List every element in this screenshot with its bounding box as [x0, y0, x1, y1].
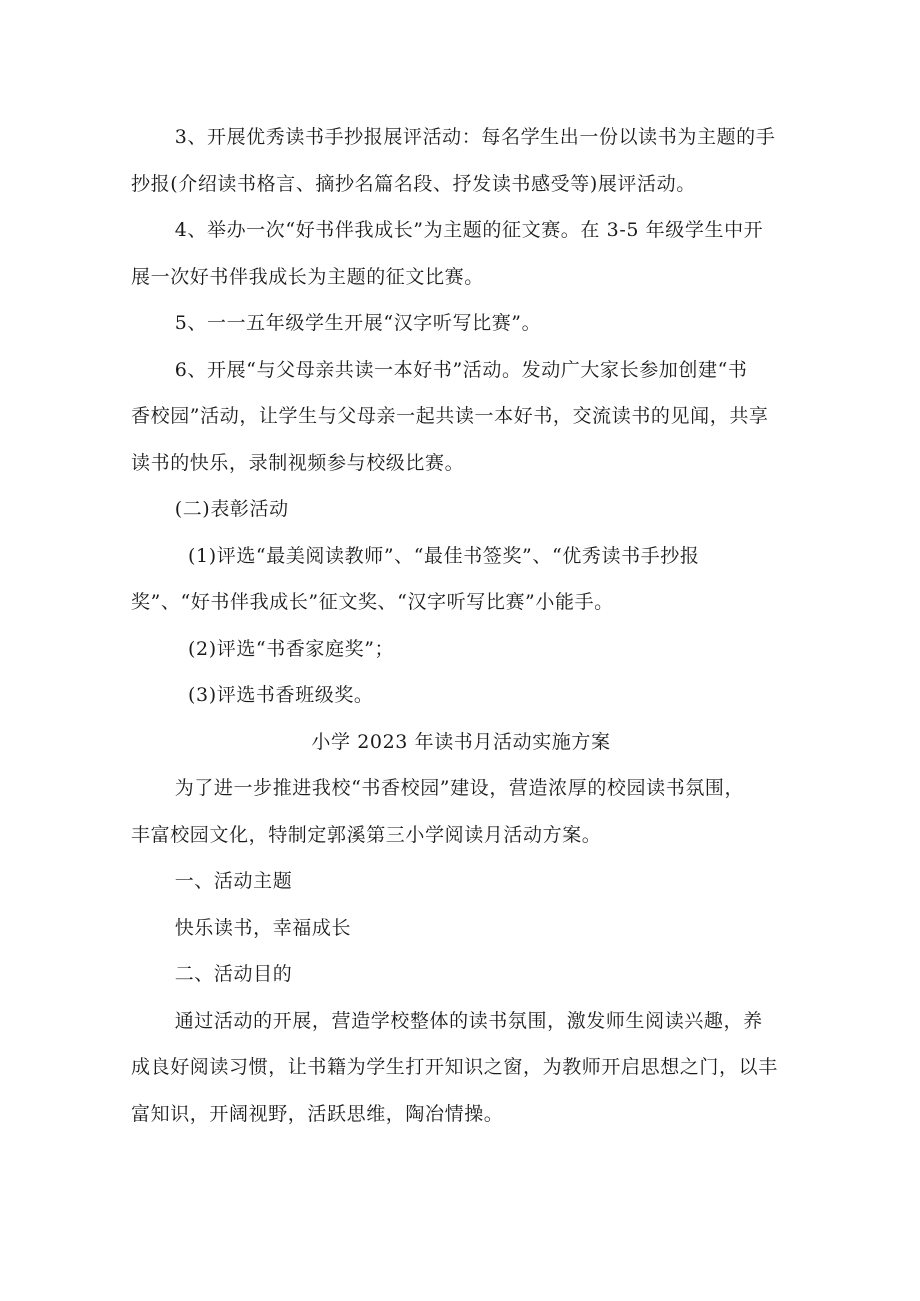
paragraph-award-3 — [131, 672, 791, 719]
paragraph-item-3 — [131, 114, 791, 207]
text-line: 奖”、“好书伴我成长”征文奖、“汉字听写比赛”小能手。 — [131, 591, 614, 613]
paragraph-item-4 — [131, 207, 791, 300]
text-line: 4、举办一次“好书伴我成长”为主题的征文赛。在 3-5 年级学生中开 — [174, 219, 764, 241]
paragraph-award-2 — [131, 626, 791, 673]
text-line: (2)评选“书香家庭奖”； — [188, 637, 395, 660]
text-line: 为了进一步推进我校“书香校园”建设，营造浓厚的校园读书氛围， — [174, 777, 745, 799]
text-line: 5、一一五年级学生开展“汉字听写比赛”。 — [174, 312, 542, 334]
title-line: 小学 2023 年读书月活动实施方案 — [311, 730, 611, 753]
text-line: 抄报(介绍读书格言、摘抄名篇名段、抒发读书感受等)展评活动。 — [131, 172, 696, 195]
section-heading-awards — [131, 486, 791, 533]
heading-activity-purpose — [131, 951, 791, 998]
text-line: 通过活动的开展，营造学校整体的读书氛围，激发师生阅读兴趣，养 — [174, 1009, 763, 1032]
text-line: 3、开展优秀读书手抄报展评活动：每名学生出一份以读书为主题的手 — [174, 126, 776, 148]
text-line: 香校园”活动，让学生与父母亲一起共读一本好书，交流读书的见闻，共享 — [131, 405, 769, 427]
text-line: (3)评选书香班级奖。 — [188, 684, 374, 706]
text-line: 富知识，开阔视野，活跃思维，陶冶情操。 — [131, 1102, 504, 1125]
section-heading: (二)表彰活动 — [174, 498, 289, 520]
text-line: 6、开展“与父母亲共读一本好书”活动。发动广大家长参加创建“书 — [174, 358, 748, 381]
paragraph-purpose — [131, 998, 791, 1138]
document-title — [131, 719, 791, 766]
paragraph-theme — [131, 905, 791, 952]
text-line: (1)评选“最美阅读教师”、“最佳书签奖”、“优秀读书手抄报 — [188, 544, 700, 567]
heading-activity-theme — [131, 858, 791, 905]
paragraph-intro — [131, 765, 791, 858]
text-line: 快乐读书，幸福成长 — [174, 916, 352, 939]
section-heading: 一、活动主题 — [174, 870, 293, 892]
paragraph-item-6 — [131, 347, 791, 487]
paragraph-item-5 — [131, 300, 791, 347]
document-body — [131, 114, 791, 1137]
paragraph-award-1 — [131, 533, 791, 626]
text-line: 展一次好书伴我成长为主题的征文比赛。 — [131, 265, 484, 288]
section-heading: 二、活动目的 — [174, 963, 293, 985]
text-line: 丰富校园文化，特制定郭溪第三小学阅读月活动方案。 — [131, 823, 602, 846]
text-line: 读书的快乐，录制视频参与校级比赛。 — [131, 451, 465, 474]
text-line: 成良好阅读习惯，让书籍为学生打开知识之窗，为教师开启思想之门，以丰 — [131, 1056, 778, 1078]
